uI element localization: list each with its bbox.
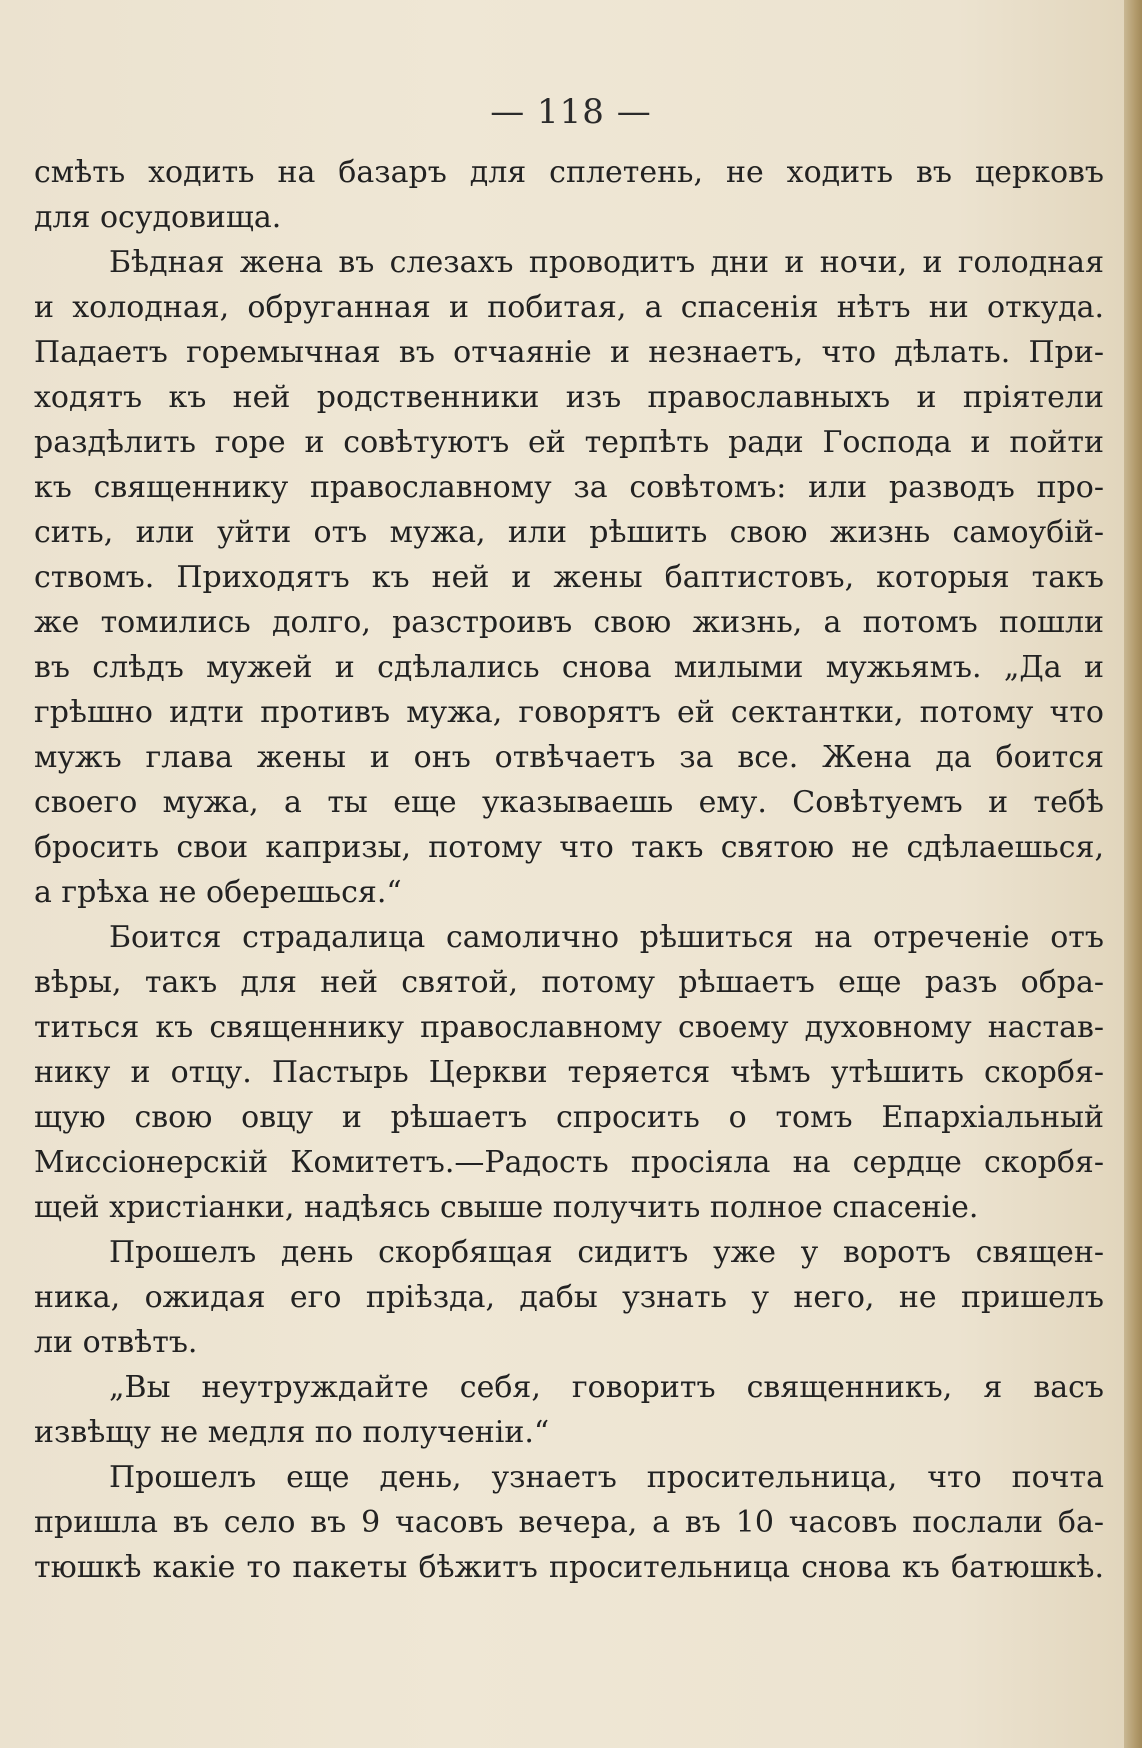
text-line: сить, или уйти отъ мужа, или рѣшить свою жизнь самоубій- xyxy=(34,515,1104,550)
text-line: Миссіонерскій Комитетъ.—Радость просіяла на сердце скорбя- xyxy=(34,1145,1104,1180)
text-line: Боится страдалица самолично рѣшиться на отреченіе отъ xyxy=(109,920,1104,955)
text-line: раздѣлить горе и совѣтуютъ ей терпѣть ради Господа и пойти xyxy=(34,425,1104,460)
text-line: титься къ священнику православному своему духовному настав- xyxy=(34,1010,1104,1045)
text-line: а грѣха не оберешься.“ xyxy=(34,875,402,910)
text-line: Прошелъ еще день, узнаетъ просительница, что почта xyxy=(109,1460,1104,1495)
text-line: мужъ глава жены и онъ отвѣчаетъ за все. Жена да боится xyxy=(34,740,1104,775)
text-line: щей христіанки, надѣясь свыше получить полное спасеніе. xyxy=(34,1190,979,1225)
text-line: Бѣдная жена въ слезахъ проводитъ дни и ночи, и голодная xyxy=(109,245,1104,280)
page-number: — 118 — xyxy=(490,92,652,132)
text-line: нику и отцу. Пастырь Церкви теряется чѣмъ утѣшить скорбя- xyxy=(34,1055,1104,1090)
page-edge xyxy=(1124,0,1142,1748)
text-line: Прошелъ день скорбящая сидитъ уже у воротъ священ- xyxy=(109,1235,1104,1270)
body-text xyxy=(34,150,1104,1590)
text-line: „Вы неутруждайте себя, говоритъ священникъ, я васъ xyxy=(109,1370,1104,1405)
text-line: для осудовища. xyxy=(34,200,282,235)
text-line: ствомъ. Приходятъ къ ней и жены баптистовъ, которыя такъ xyxy=(34,560,1104,595)
text-line: бросить свои капризы, потому что такъ святою не сдѣлаешься, xyxy=(34,830,1104,865)
text-line: ли отвѣтъ. xyxy=(34,1325,198,1360)
text-line: смѣть ходить на базаръ для сплетень, не ходить въ церковъ xyxy=(34,155,1104,190)
text-line: своего мужа, а ты еще указываешь ему. Совѣтуемъ и тебѣ xyxy=(34,785,1104,820)
text-line: щую свою овцу и рѣшаетъ спросить о томъ Епархіальный xyxy=(34,1100,1104,1135)
text-line: Падаетъ горемычная въ отчаяніе и незнаетъ, что дѣлать. При- xyxy=(34,335,1104,370)
text-line: грѣшно идти противъ мужа, говорятъ ей сектантки, потому что xyxy=(34,695,1104,730)
text-line: тюшкѣ какіе то пакеты бѣжитъ просительница снова къ батюшкѣ. xyxy=(34,1550,1104,1585)
text-line: же томились долго, разстроивъ свою жизнь, а потомъ пошли xyxy=(34,605,1104,640)
text-line: ника, ожидая его пріѣзда, дабы узнать у него, не пришелъ xyxy=(34,1280,1104,1315)
text-line: и холодная, обруганная и побитая, а спасенія нѣтъ ни откуда. xyxy=(34,290,1104,325)
text-line: къ священнику православному за совѣтомъ: или разводъ про- xyxy=(34,470,1104,505)
text-line: пришла въ село въ 9 часовъ вечера, а въ 10 часовъ послали ба- xyxy=(34,1505,1104,1540)
text-line: извѣщу не медля по полученіи.“ xyxy=(34,1415,550,1450)
text-line: въ слѣдъ мужей и сдѣлались снова милыми мужьямъ. „Да и xyxy=(34,650,1104,685)
text-line: ходятъ къ ней родственники изъ православныхъ и пріятели xyxy=(34,380,1104,415)
text-line: вѣры, такъ для ней святой, потому рѣшаетъ еще разъ обра- xyxy=(34,965,1104,1000)
